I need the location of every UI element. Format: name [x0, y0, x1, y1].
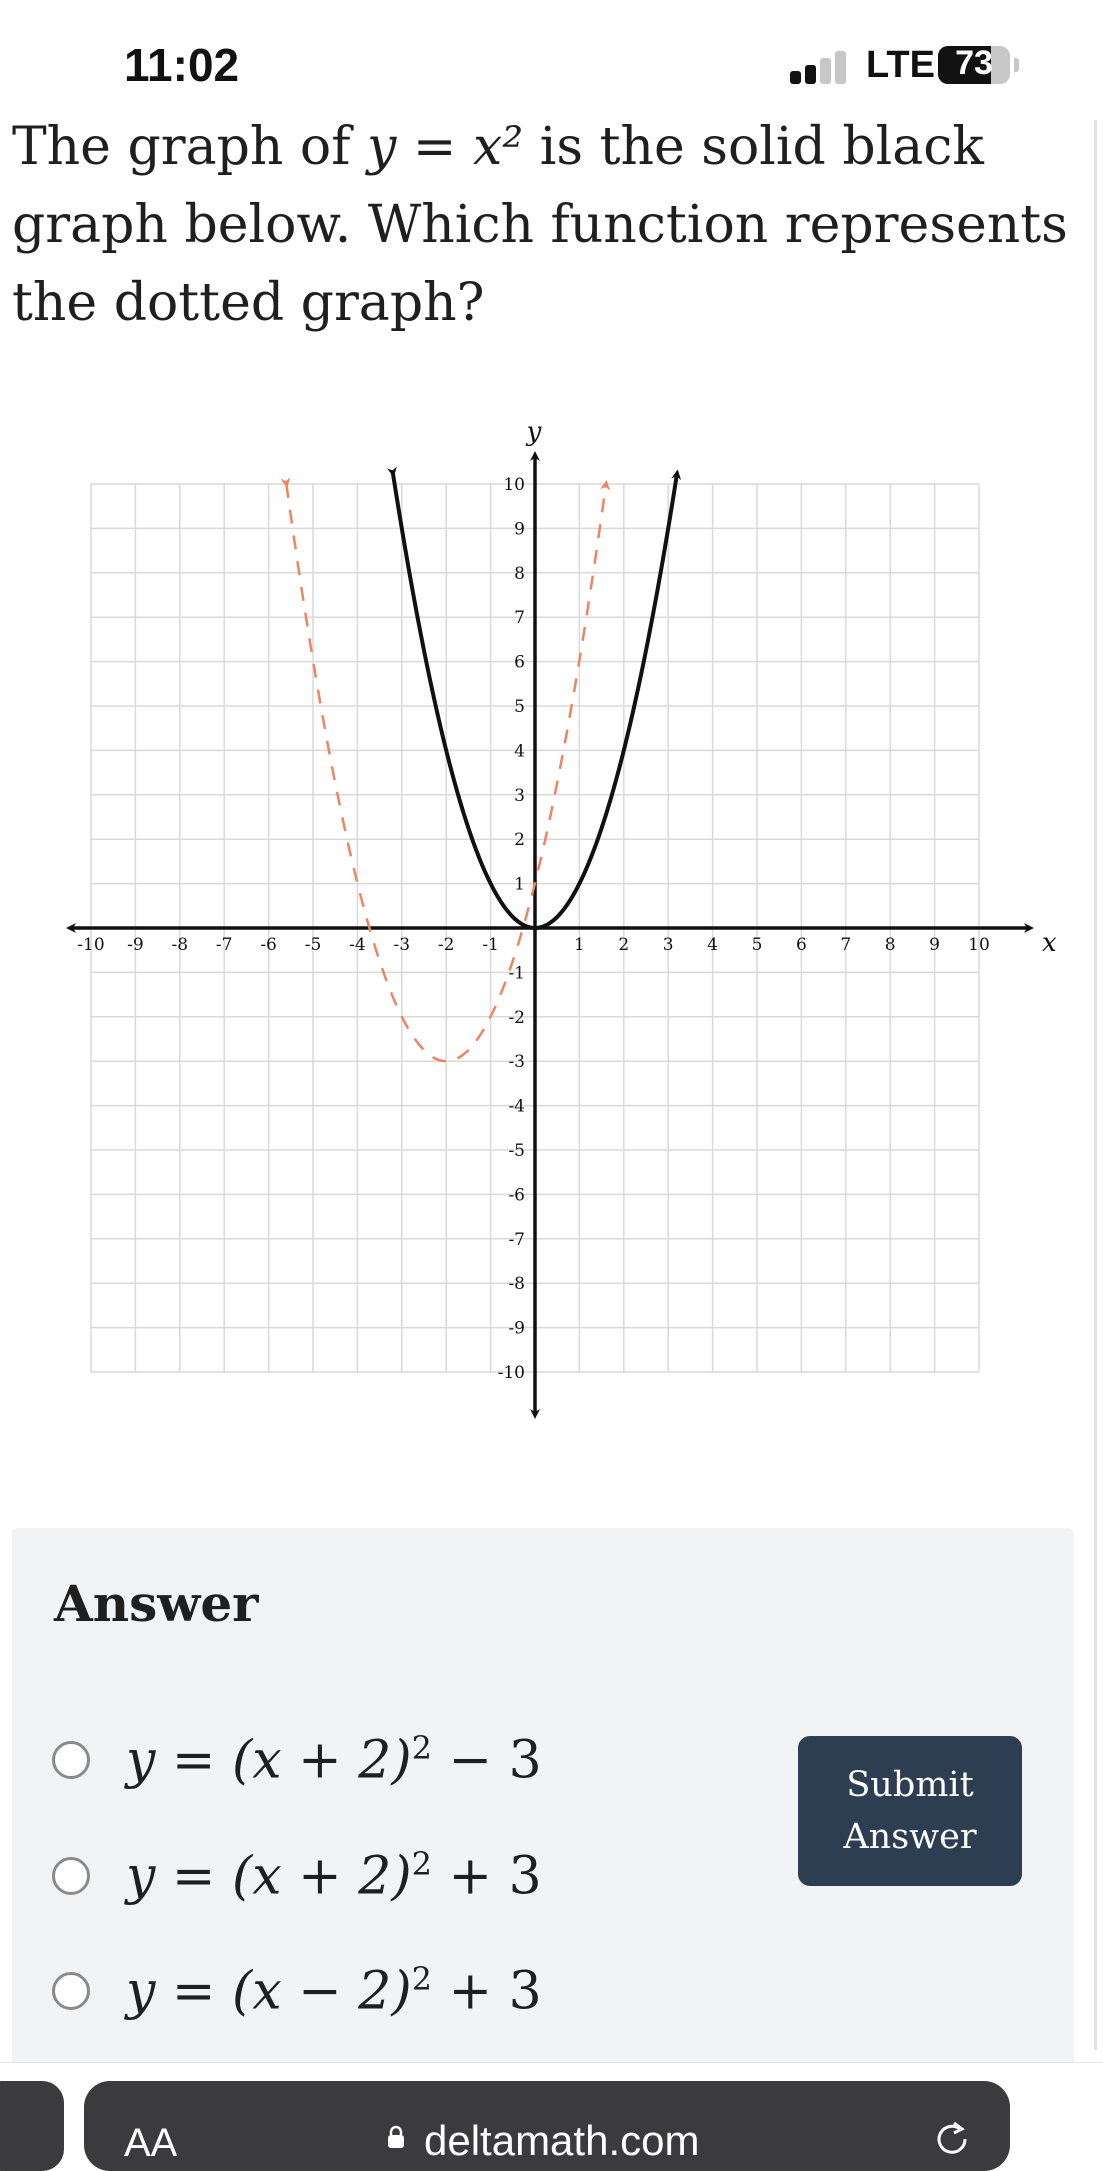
- y-tick-label: -1: [508, 963, 525, 984]
- y-tick-label: -4: [508, 1096, 525, 1117]
- status-time: 11:02: [124, 39, 240, 91]
- question-prefix: The graph of: [12, 117, 368, 177]
- battery-percent: 73: [955, 46, 993, 82]
- answer-panel: [12, 1528, 1074, 2088]
- option-exponent: 2: [411, 1729, 432, 1768]
- question-equation: y = x²: [367, 117, 524, 177]
- network-label: LTE: [866, 44, 935, 86]
- option-suffix: − 3: [431, 1730, 542, 1791]
- y-tick-label: 8: [514, 563, 525, 584]
- radio-button[interactable]: [52, 1857, 90, 1895]
- answer-option-text: [126, 1845, 542, 1906]
- status-bar: [0, 0, 1103, 120]
- battery-icon: [938, 46, 1010, 84]
- submit-label-line1: Submit: [846, 1765, 974, 1805]
- x-tick-label: 2: [618, 935, 630, 955]
- x-tick-label: -1: [482, 935, 499, 955]
- url-text: deltamath.com: [424, 2117, 700, 2164]
- x-tick-label: -2: [437, 935, 455, 955]
- y-tick-label: -6: [508, 1185, 525, 1206]
- y-tick-label: 10: [503, 475, 525, 495]
- x-tick-label: 3: [662, 935, 674, 955]
- x-axis-label: x: [1042, 928, 1057, 958]
- x-tick-label: 5: [751, 935, 763, 955]
- x-tick-label: 10: [968, 935, 990, 955]
- y-tick-label: 6: [514, 652, 525, 673]
- question-text: [12, 108, 1092, 342]
- y-tick-label: 9: [514, 519, 525, 540]
- x-tick-label: -9: [127, 935, 144, 955]
- x-tick-label: -6: [260, 935, 277, 955]
- page-scrollbar[interactable]: [1094, 120, 1097, 2050]
- reader-options-button[interactable]: AA: [124, 2121, 178, 2165]
- option-suffix: + 3: [431, 1846, 542, 1907]
- x-tick-label: 1: [573, 935, 585, 955]
- y-tick-label: 5: [514, 697, 525, 717]
- battery-tip: [1014, 58, 1019, 72]
- reload-icon[interactable]: [930, 2117, 974, 2161]
- submit-answer-button[interactable]: [798, 1736, 1022, 1886]
- option-label: y = (x + 2): [126, 1846, 412, 1907]
- y-tick-label: 4: [514, 741, 525, 762]
- y-tick-label: 1: [514, 874, 525, 895]
- question-suffix: is the solid black graph below. Which function represents the dotted graph?: [12, 117, 1068, 333]
- option-exponent: 2: [411, 1845, 432, 1884]
- answer-option-text: [126, 1960, 542, 2021]
- y-tick-label: 7: [514, 608, 525, 629]
- coordinate-graph: [40, 415, 1080, 1445]
- x-tick-label: -3: [393, 935, 411, 955]
- y-tick-label: -7: [508, 1229, 525, 1250]
- answer-title: Answer: [54, 1574, 259, 1633]
- x-tick-label: -5: [304, 935, 322, 955]
- x-tick-label: 6: [795, 935, 807, 955]
- tab-overview-button[interactable]: [0, 2081, 64, 2171]
- y-tick-label: -9: [508, 1318, 525, 1339]
- answer-option-2[interactable]: [52, 1841, 542, 1911]
- radio-button[interactable]: [52, 1741, 90, 1779]
- address-bar[interactable]: [84, 2081, 1010, 2171]
- answer-option-text: [126, 1729, 542, 1790]
- y-axis-label: y: [526, 417, 542, 447]
- answer-option-1[interactable]: [52, 1725, 542, 1795]
- option-suffix: + 3: [431, 1961, 542, 2022]
- graph-svg: [40, 415, 1080, 1445]
- x-tick-label: 9: [929, 935, 941, 955]
- y-tick-label: -8: [508, 1274, 525, 1295]
- y-tick-label: -10: [497, 1363, 525, 1383]
- x-tick-label: 7: [840, 935, 852, 955]
- answer-option-3[interactable]: [52, 1956, 542, 2026]
- x-tick-label: -7: [215, 935, 233, 955]
- x-tick-label: -8: [171, 935, 189, 955]
- lock-icon: [386, 2125, 406, 2149]
- option-label: y = (x − 2): [126, 1961, 412, 2022]
- y-tick-label: -5: [508, 1141, 525, 1161]
- option-exponent: 2: [411, 1960, 432, 1999]
- radio-button[interactable]: [52, 1972, 90, 2010]
- y-tick-label: -2: [508, 1007, 525, 1028]
- y-tick-label: 2: [514, 830, 525, 851]
- y-tick-label: -3: [508, 1052, 525, 1073]
- option-label: y = (x + 2): [126, 1730, 412, 1791]
- x-tick-label: -10: [77, 935, 105, 955]
- x-tick-label: 4: [707, 935, 719, 955]
- signal-icon: [790, 50, 850, 84]
- x-tick-label: 8: [884, 935, 896, 955]
- x-tick-label: -4: [349, 935, 366, 955]
- y-tick-label: 3: [514, 785, 525, 806]
- submit-label-line2: Answer: [843, 1817, 977, 1857]
- browser-bottom-bar: [0, 2062, 1103, 2165]
